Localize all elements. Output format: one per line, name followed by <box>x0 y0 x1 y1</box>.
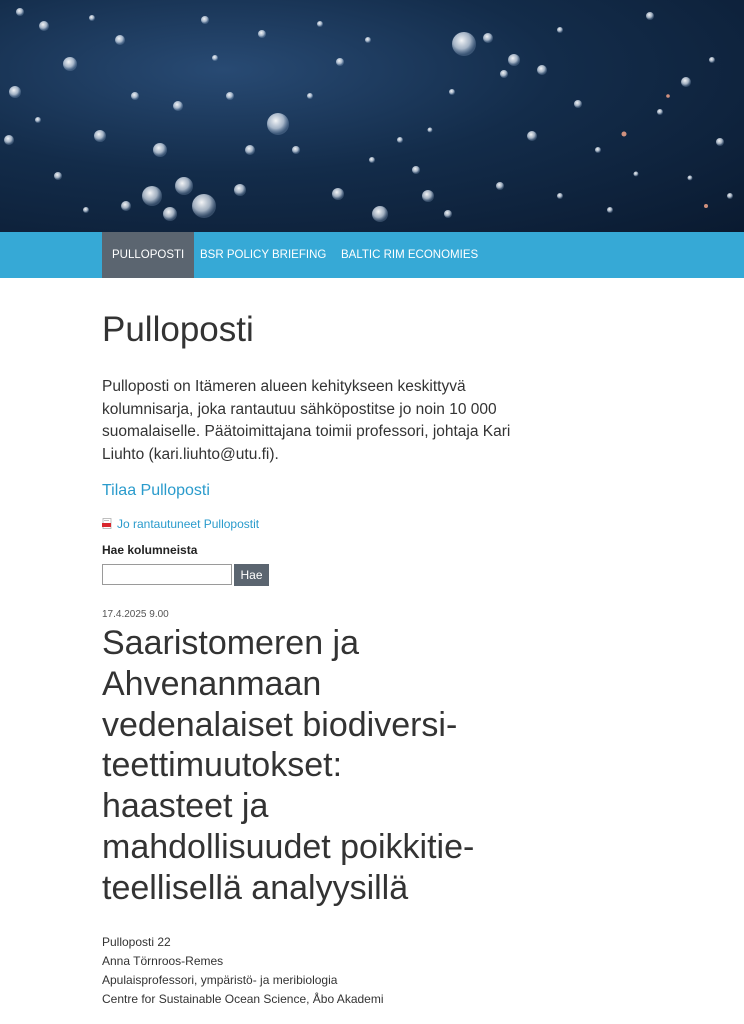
post-title[interactable] <box>102 623 542 909</box>
post-title-line: mahdollisuudet poikkitie- <box>102 827 475 866</box>
search-label: Hae kolumneista <box>102 543 198 557</box>
page-title: Pulloposti <box>102 310 254 349</box>
post-author-affiliation: Centre for Sustainable Ocean Science, Åbo Akademi <box>102 992 384 1006</box>
hero-bubbles-image <box>0 0 744 232</box>
post-title-line: vedenalaiset biodiversi- <box>102 705 458 744</box>
post-title-line: teettimuutokset: <box>102 746 343 785</box>
post-series-number: Pulloposti 22 <box>102 935 171 949</box>
post-date: 17.4.2025 9.00 <box>102 609 169 620</box>
hero-banner <box>0 0 744 232</box>
post-author: Anna Törnroos-Remes <box>102 954 224 968</box>
post-meta <box>102 933 384 1009</box>
post-author-title: Apulaisprofessori, ympäristö- ja meribiologia <box>102 973 338 987</box>
subscribe-link[interactable]: Tilaa Pulloposti <box>102 482 210 499</box>
main-navigation <box>0 232 744 278</box>
search-input[interactable] <box>102 564 232 585</box>
post-title-line: haasteet ja <box>102 787 269 826</box>
archive-link-label: Jo rantautuneet Pullopostit <box>117 517 260 531</box>
post-title-line: teellisellä analyysillä <box>102 868 409 907</box>
post-title-line: Ahvenanmaan <box>102 664 322 703</box>
intro-text: Pulloposti on Itämeren alueen kehitykseen keskittyvä kolumnisarja, joka rantautuu sähköpostitse jo noin 10 000 suomalaiselle. Päätoimittajana toimii professori, johtaja Kari Liuhto (kari.liuhto@utu.fi). <box>102 378 511 463</box>
archive-link[interactable] <box>102 517 259 531</box>
search-button[interactable]: Hae <box>234 564 269 586</box>
nav-item-pulloposti[interactable]: PULLOPOSTI <box>102 232 194 278</box>
nav-item-baltic-rim-economies[interactable]: BALTIC RIM ECONOMIES <box>341 249 479 261</box>
pdf-icon <box>102 518 113 529</box>
nav-item-bsr-policy-briefing[interactable]: BSR POLICY BRIEFING <box>200 249 327 261</box>
post-title-line: Saaristomeren ja <box>102 624 360 662</box>
